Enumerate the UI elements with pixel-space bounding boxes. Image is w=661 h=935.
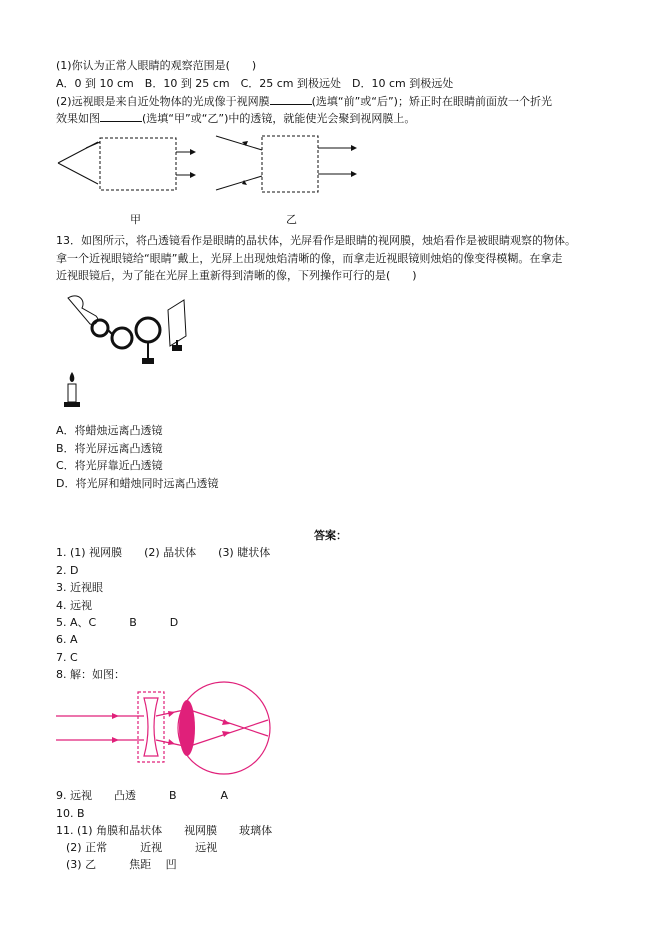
answer-line: 11. (1) 角膜和晶状体 视网膜 玻璃体 [56, 824, 273, 837]
q12-part2-text-d: (选填“甲”或“乙”)中的透镜，就能使光会聚到视网膜上。 [142, 112, 416, 125]
candle-icon [64, 372, 80, 407]
crystalline-lens-icon [179, 700, 195, 756]
answer-line: (3) 乙 焦距 凹 [66, 858, 177, 871]
answer-line: 8. 解：如图： [56, 668, 125, 681]
glasses-left-lens [92, 320, 108, 336]
answer-line: 7. C [56, 651, 78, 664]
figure-a-diverging [58, 138, 196, 190]
q12-part2-line1 [56, 94, 552, 110]
q13-option-d: D．将光屏和蜡烛同时远离凸透镜 [56, 477, 219, 490]
answers-heading: 答案： [314, 529, 347, 542]
hand-icon [68, 296, 98, 324]
q13-stem-1: 13．如图所示，将凸透镜看作是眼睛的晶状体，光屏看作是眼睛的视网膜，烛焰看作是被眼睛观察的物体。 [56, 234, 576, 247]
q12-part2-text-a: (2)远视眼是来自近处物体的光成像于视网膜 [56, 95, 270, 108]
concave-lens-icon [144, 698, 158, 756]
lens-box-figure [56, 130, 376, 230]
q13-stem-3: 近视眼镜后，为了能在光屏上重新得到清晰的像，下列操作可行的是( ) [56, 269, 417, 282]
figure-b-label: 乙 [286, 213, 297, 226]
answer-line: 2. D [56, 564, 79, 577]
answer-line: 10. B [56, 807, 85, 820]
q13-option-a: A．将蜡烛远离凸透镜 [56, 424, 163, 437]
answer-line: 6. A [56, 633, 78, 646]
answer-line: 3. 近视眼 [56, 581, 103, 594]
eye-correction-diagram [56, 680, 276, 780]
q12-part1: (1)你认为正常人眼睛的观察范围是( ) [56, 59, 257, 72]
q12-part2-text-c: 效果如图 [56, 112, 100, 125]
answer-line: (2) 正常 近视 远视 [66, 841, 218, 854]
answer-line: 4. 远视 [56, 599, 92, 612]
glasses-right-lens [112, 328, 132, 348]
screen-icon [168, 300, 186, 346]
figure-a-label: 甲 [130, 213, 141, 226]
q13-stem-2: 拿一个近视眼镜给“眼睛”戴上，光屏上出现烛焰清晰的像，而拿走近视眼镜则烛焰的像变得模糊。在拿走 [56, 252, 563, 265]
q12-options1: A．0 到 10 cm B．10 到 25 cm C．25 cm 到极远处 D．10 cm 到极远处 [56, 77, 454, 90]
answer-blank [270, 94, 312, 105]
answer-line: 1. (1) 视网膜 (2) 晶状体 (3) 睫状体 [56, 546, 271, 559]
q12-part2-text-b: (选填“前”或“后”)；矫正时在眼睛前面放一个折光 [311, 95, 552, 108]
candle-lens-screen-illustration [56, 290, 196, 412]
answer-blank [100, 111, 142, 122]
figure-b-converging [216, 136, 357, 192]
answer-line: 5. A、C B D [56, 616, 179, 629]
answer-line: 9. 远视 凸透 B A [56, 789, 229, 802]
q13-option-c: C．将光屏靠近凸透镜 [56, 459, 163, 472]
lens-box [138, 692, 164, 762]
q12-part2-line2 [56, 111, 415, 127]
q13-option-b: B．将光屏远离凸透镜 [56, 442, 163, 455]
convex-lens-icon [136, 318, 160, 342]
